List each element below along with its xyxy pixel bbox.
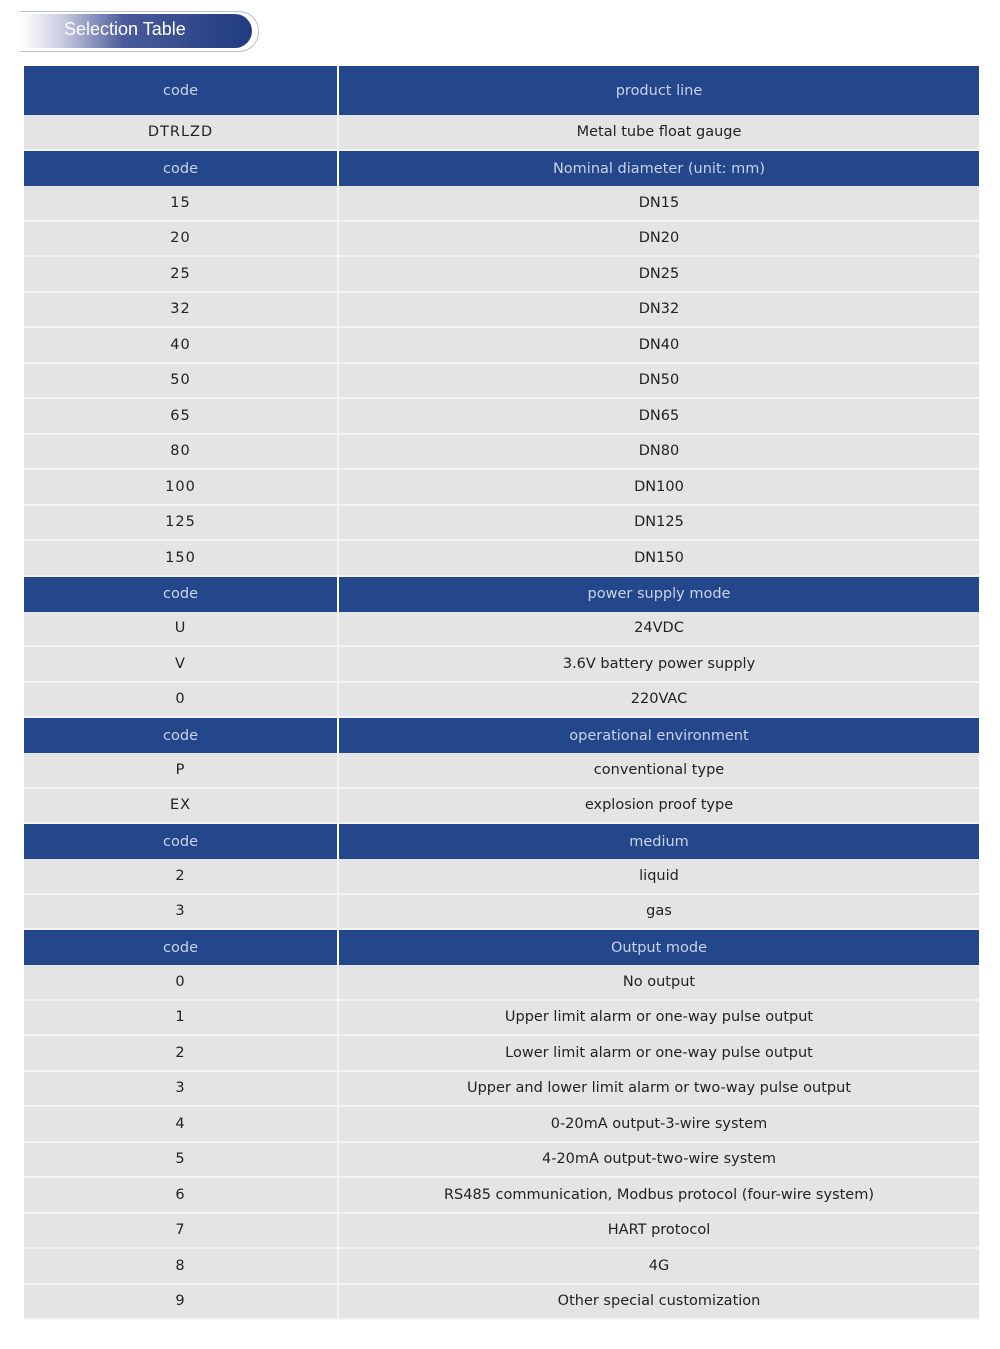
- table-header-row: [24, 577, 979, 612]
- table-row: [24, 470, 979, 506]
- row-description: RS485 communication, Modbus protocol (four-wire system): [443, 1186, 875, 1203]
- row-code: 3: [24, 895, 339, 929]
- table-row: [24, 1285, 979, 1321]
- table-header-row: [24, 66, 979, 115]
- row-description: gas: [646, 903, 672, 920]
- table-row: [24, 895, 979, 931]
- row-code: 2: [24, 1036, 339, 1070]
- row-description: DN15: [638, 194, 680, 211]
- row-code: U: [24, 612, 339, 646]
- header-description: Output mode: [610, 939, 708, 956]
- table-row: [24, 186, 979, 222]
- row-code: 32: [24, 293, 339, 327]
- row-description: 0-20mA output-3-wire system: [550, 1115, 768, 1132]
- row-code: 5: [24, 1143, 339, 1177]
- row-description: Metal tube float gauge: [576, 124, 742, 140]
- row-description: liquid: [639, 867, 679, 884]
- row-description: DN25: [638, 265, 680, 282]
- row-description: 4-20mA output-two-wire system: [541, 1151, 777, 1168]
- header-description: product line: [615, 82, 703, 99]
- row-description: DN100: [634, 478, 684, 495]
- selection-table: [24, 66, 979, 1320]
- table-header-row: [24, 718, 979, 753]
- row-description: Upper and lower limit alarm or two-way pulse output: [466, 1080, 852, 1097]
- table-row: [24, 859, 979, 895]
- row-description: DN150: [634, 549, 684, 566]
- table-row: [24, 293, 979, 329]
- row-description: DN32: [638, 301, 680, 318]
- table-row: [24, 399, 979, 435]
- header-code: code: [24, 718, 339, 753]
- row-description: explosion proof type: [584, 797, 734, 814]
- table-row: [24, 683, 979, 719]
- row-code: 9: [24, 1285, 339, 1319]
- table-row: [24, 541, 979, 577]
- row-code: 100: [24, 470, 339, 504]
- row-code: 4: [24, 1107, 339, 1141]
- row-code: 50: [24, 364, 339, 398]
- row-code: V: [24, 647, 339, 681]
- row-description: DN50: [638, 372, 680, 389]
- row-code: 3: [24, 1072, 339, 1106]
- row-description: 24VDC: [634, 620, 684, 637]
- table-row: [24, 1143, 979, 1179]
- table-row: [24, 753, 979, 789]
- row-description: DN125: [634, 514, 684, 531]
- row-code: 0: [24, 683, 339, 717]
- row-code: 2: [24, 859, 339, 893]
- header-description: Nominal diameter (unit: mm): [552, 160, 766, 177]
- row-code: 65: [24, 399, 339, 433]
- row-description: Upper limit alarm or one-way pulse output: [504, 1009, 814, 1026]
- table-header-row: [24, 151, 979, 186]
- table-row: [24, 647, 979, 683]
- row-code: 80: [24, 435, 339, 469]
- row-code: 8: [24, 1249, 339, 1283]
- row-code: EX: [24, 789, 339, 823]
- header-description: power supply mode: [587, 586, 731, 602]
- table-header-row: [24, 930, 979, 965]
- table-row: [24, 1072, 979, 1108]
- row-description: Other special customization: [557, 1293, 761, 1310]
- row-code: 25: [24, 257, 339, 291]
- table-row: [24, 965, 979, 1001]
- table-row: [24, 328, 979, 364]
- row-code: 125: [24, 506, 339, 540]
- table-row: [24, 1249, 979, 1285]
- table-row: [24, 257, 979, 293]
- row-description: 3.6V battery power supply: [562, 655, 756, 672]
- table-row: [24, 435, 979, 471]
- row-description: DN80: [638, 443, 680, 460]
- row-code: 1: [24, 1001, 339, 1035]
- header-code: code: [24, 577, 339, 612]
- header-code: code: [24, 66, 339, 115]
- row-code: DTRLZD: [24, 115, 339, 149]
- header-code: code: [24, 930, 339, 965]
- table-row: [24, 506, 979, 542]
- table-header-row: [24, 824, 979, 859]
- section-title: Selection Table: [64, 19, 186, 39]
- row-description: Lower limit alarm or one-way pulse output: [505, 1044, 813, 1061]
- row-code: 150: [24, 541, 339, 575]
- table-row: [24, 612, 979, 648]
- header-code: code: [24, 151, 339, 186]
- row-code: 20: [24, 222, 339, 256]
- row-description: DN40: [638, 336, 680, 353]
- header-description: medium: [629, 833, 689, 850]
- row-description: conventional type: [593, 761, 725, 778]
- row-code: 6: [24, 1178, 339, 1212]
- table-row: [24, 1178, 979, 1214]
- row-code: 0: [24, 965, 339, 999]
- table-row: [24, 1001, 979, 1037]
- row-description: 220VAC: [630, 691, 688, 708]
- table-row: [24, 1214, 979, 1250]
- row-code: P: [24, 753, 339, 787]
- table-row: [24, 364, 979, 400]
- row-description: DN20: [638, 230, 680, 247]
- table-row: [24, 115, 979, 151]
- row-description: No output: [622, 973, 696, 990]
- header-description: operational environment: [569, 727, 749, 744]
- row-description: 4G: [648, 1257, 670, 1274]
- row-code: 7: [24, 1214, 339, 1248]
- row-description: HART protocol: [607, 1222, 711, 1239]
- header-code: code: [24, 824, 339, 859]
- table-row: [24, 222, 979, 258]
- table-row: [24, 789, 979, 825]
- row-description: DN65: [638, 407, 680, 424]
- table-row: [24, 1036, 979, 1072]
- row-code: 15: [24, 186, 339, 220]
- row-code: 40: [24, 328, 339, 362]
- table-row: [24, 1107, 979, 1143]
